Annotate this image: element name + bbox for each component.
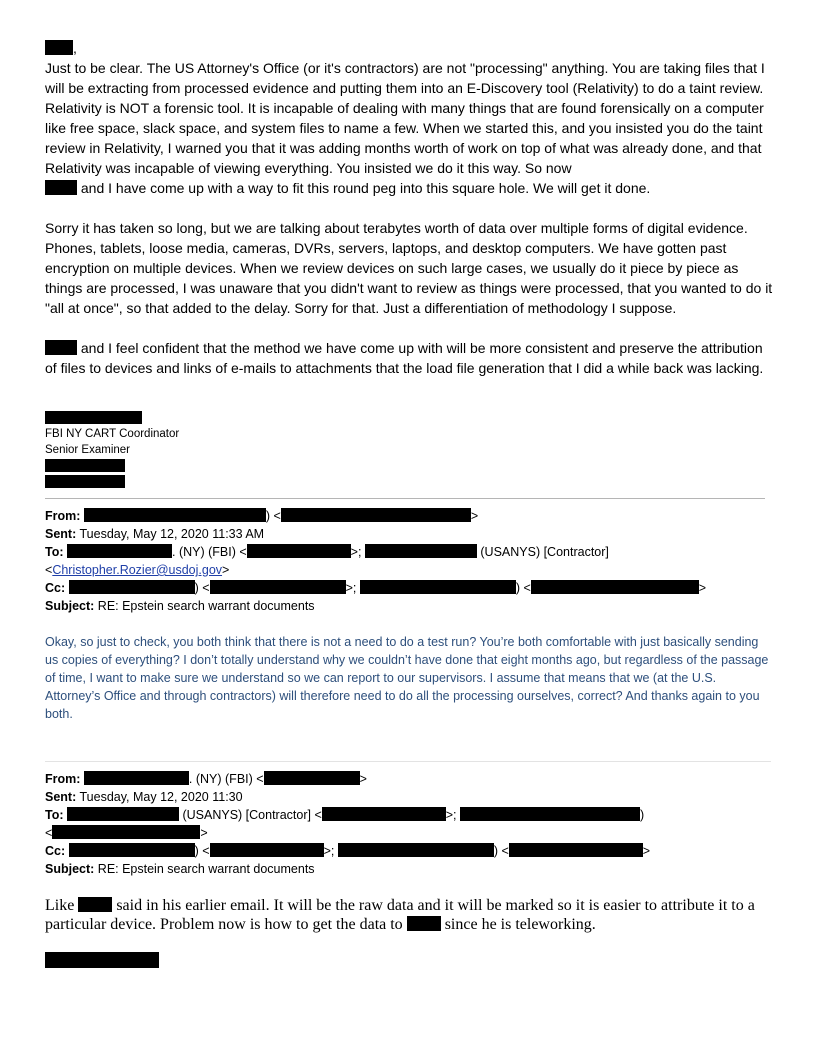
redaction [84, 508, 266, 522]
divider [45, 498, 765, 499]
paragraph: Relativity is NOT a forensic tool. It is incapable of dealing with many things that are found forensically on a computer like free space, slack space, and system files to name a few. When we started this, and you insisted you do the taint review in Relativity, I warned you that it was adding months worth of work on top of what was already done, and that Relativity was incapable of viewing everything. You insisted we do it this way. So now and I have come up with a way to fit this round peg into this square hole. We will get it done. [45, 100, 764, 196]
email-document [45, 38, 773, 971]
redaction [338, 843, 494, 857]
email-link[interactable]: Christopher.Rozier@usdoj.gov [52, 563, 223, 577]
redaction [210, 580, 346, 594]
greeting-line: , [45, 38, 773, 58]
paragraph: Just to be clear. The US Attorney's Office (or it's contractors) are not "processing" anything. You are taking files that I will be extracting from processed evidence and putting them into an E-Discovery tool (Relativity) to do a taint review. [45, 60, 765, 96]
divider [45, 761, 771, 762]
redaction [210, 843, 324, 857]
redaction [78, 897, 112, 912]
redaction [322, 807, 446, 821]
paragraph: and I feel confident that the method we have come up with will be more consistent and preserve the attribution of files to devices and links of e-mails to attachments that the load file generation that I did a while back was lacking. [45, 340, 764, 376]
redaction [45, 340, 77, 355]
redaction [45, 40, 73, 55]
redaction [531, 580, 699, 594]
to-line: To: (USANYS) [Contractor] < >; ) [45, 808, 645, 822]
redaction [247, 544, 351, 558]
redaction [67, 807, 179, 821]
redaction [45, 475, 125, 488]
redaction [67, 544, 172, 558]
subject-line: Subject: RE: Epstein search warrant documents [45, 862, 315, 876]
redaction [509, 843, 643, 857]
redaction [407, 916, 441, 931]
redaction [84, 771, 189, 785]
redaction [45, 952, 159, 968]
redaction [365, 544, 477, 558]
sent-line: Sent: Tuesday, May 12, 2020 11:30 [45, 790, 243, 804]
signature-block: FBI NY CART Coordinator Senior Examiner [45, 410, 773, 490]
cc-line: Cc: ) < >; ) < > [45, 844, 651, 858]
subject-line: Subject: RE: Epstein search warrant documents [45, 599, 315, 613]
redaction [69, 580, 195, 594]
email-header-1 [45, 507, 773, 615]
redaction [264, 771, 360, 785]
email-body-3: Like said in his earlier email. It will be the raw data and it will be marked so it is easier to attribute it to a particular device. Problem now is how to get the data to since he is teleworking. [45, 897, 755, 933]
email-body-2: Okay, so just to check, you both think that there is not a need to do a test run? You’re both comfortable with just basically sending us copies of everything? I don’t totally understand why we couldn’t have done that eight months ago, but regardless of the passage of time, I want to make sure we understand so we can report to our supervisors. I assume that means that we (at the U.S. Attorney’s Office and through contractors) will therefore need to do all the processing ourselves, correct? And thanks again to you both. [45, 635, 769, 721]
email-body-1 [45, 38, 773, 490]
from-line: From: . (NY) (FBI) < > [45, 772, 367, 786]
from-line: From: ) < > [45, 509, 479, 523]
redaction [460, 807, 640, 821]
signature-block [45, 952, 773, 971]
email-header-2 [45, 770, 773, 878]
cc-line: Cc: ) < >; ) < > [45, 581, 707, 595]
redaction [45, 411, 142, 424]
redaction [52, 825, 200, 839]
paragraph: Sorry it has taken so long, but we are talking about terabytes worth of data over multiple forms of digital evidence. Phones, tablets, loose media, cameras, DVRs, servers, laptops, and desktop computers. We have gotten past encryption on multiple devices. When we review devices on such large cases, we usually do it piece by piece as things are processed, I was unaware that you didn't want to review as things were processed, that you wanted to do it "all at once", so that added to the delay. Sorry for that. Just a differentiation of methodology I suppose. [45, 220, 773, 316]
redaction [45, 180, 77, 195]
to-line-cont: <Christopher.Rozier@usdoj.gov> [45, 563, 230, 577]
redaction [281, 508, 471, 522]
redaction [45, 459, 125, 472]
redaction [360, 580, 516, 594]
to-line: To: . (NY) (FBI) < >; (USANYS) [Contractor] [45, 545, 609, 559]
redaction [69, 843, 195, 857]
to-line-cont: < > [45, 826, 208, 840]
sent-line: Sent: Tuesday, May 12, 2020 11:33 AM [45, 527, 265, 541]
